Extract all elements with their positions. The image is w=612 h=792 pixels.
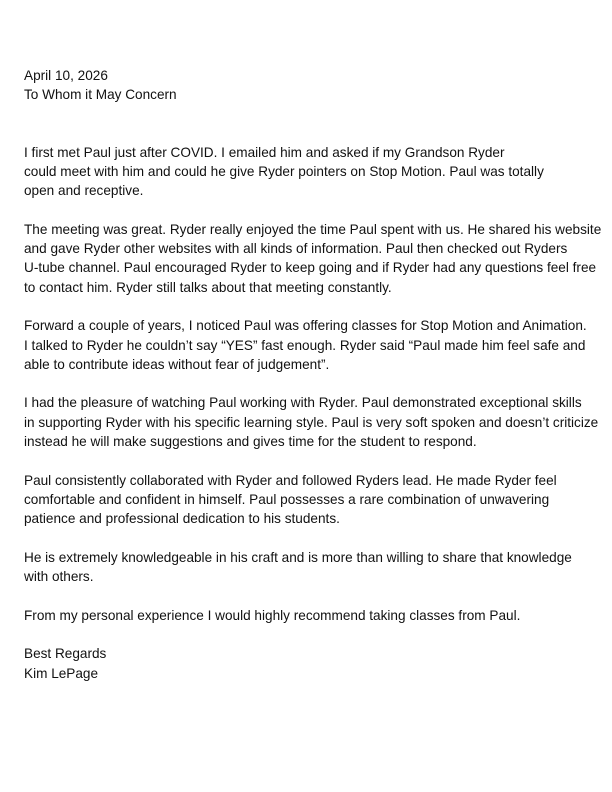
paragraph-line: From my personal experience I would highly recommend taking classes from Paul. [24,607,521,623]
paragraph-5 [24,471,612,529]
paragraph-line: The meeting was great. Ryder really enjoyed the time Paul spent with us. He shared his website [24,221,602,237]
paragraph-4 [24,393,612,451]
paragraph-line: comfortable and confident in himself. Paul possesses a rare combination of unwavering [24,491,550,507]
letter-header [24,66,612,105]
paragraph-line: U-tube channel. Paul encouraged Ryder to keep going and if Ryder had any questions feel free [24,260,597,276]
paragraph-line: I first met Paul just after COVID. I emailed him and asked if my Grandson Ryder [24,144,505,160]
paragraph-line: I talked to Ryder he couldn’t say “YES” fast enough. Ryder said “Paul made him feel safe and [24,337,586,353]
paragraph-1 [24,143,612,201]
paragraph-2 [24,220,612,297]
paragraph-line: to contact him. Ryder still talks about that meeting constantly. [24,279,392,295]
letter [24,66,612,683]
paragraph-line: could meet with him and could he give Ryder pointers on Stop Motion. Paul was totally [24,163,544,179]
signature-block [24,644,612,683]
salutation: To Whom it May Concern [24,87,177,103]
paragraph-line: and gave Ryder other websites with all kinds of information. Paul then checked out Ryders [24,241,568,257]
signer-name: Kim LePage [24,665,99,681]
paragraph-line: with others. [24,569,94,585]
paragraph-line: able to contribute ideas without fear of judgement”. [24,356,330,372]
paragraph-line: in supporting Ryder with his specific learning style. Paul is very soft spoken and doesn’t criticize [24,414,599,430]
paragraph-line: I had the pleasure of watching Paul working with Ryder. Paul demonstrated exceptional skills [24,395,582,411]
paragraph-line: instead he will make suggestions and gives time for the student to respond. [24,434,477,450]
paragraph-3 [24,316,612,374]
paragraph-6 [24,548,612,587]
letter-date: April 10, 2026 [24,68,108,83]
paragraph-7 [24,606,612,625]
paragraph-line: patience and professional dedication to his students. [24,511,340,527]
paragraph-line: He is extremely knowledgeable in his craft and is more than willing to share that knowledge [24,549,572,565]
sign-off: Best Regards [24,646,107,662]
paragraph-line: Paul consistently collaborated with Ryder and followed Ryders lead. He made Ryder feel [24,472,557,488]
paragraph-line: Forward a couple of years, I noticed Paul was offering classes for Stop Motion and Animation. [24,318,587,334]
paragraph-line: open and receptive. [24,183,144,199]
